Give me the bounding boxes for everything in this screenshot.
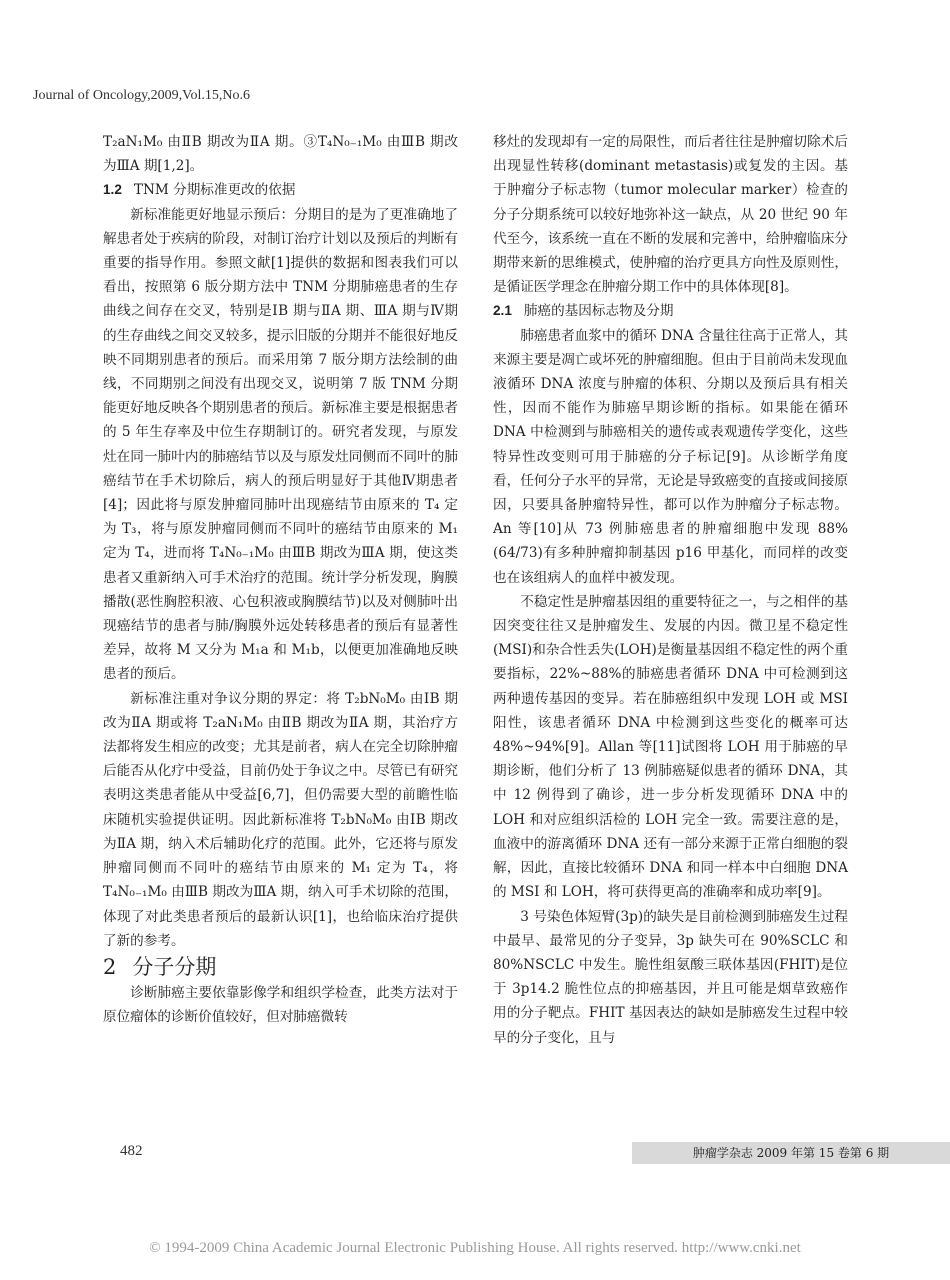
paragraph: 移灶的发现却有一定的局限性，而后者往往是肿瘤切除术后出现显性转移(dominant metastasis)或复发的主因。基于肿瘤分子标志物（tumor molecular marker）检查的分子分期系统可以较好地弥补这一缺点，从 20 世纪 90 年代至今，该系统一直在不断的发展和完善中，给肿瘤临床分期带来新的思维模式，使肿瘤的治疗更具方向性及原则性，是循证医学理念在肿瘤分期工作中的具体体现[8]。 [493,134,848,296]
section-number: 2 [103,954,117,979]
left-column [103,130,458,1029]
page-number: 482 [120,1143,143,1159]
paragraph: 诊断肺癌主要依靠影像学和组织学检查，此类方法对于原位瘤体的诊断价值较好，但对肺癌微转 [103,984,458,1026]
section-heading-1-2 [103,178,458,202]
section-heading-2-1 [493,299,848,323]
paragraph: T₂aN₁M₀ 由ⅡB 期改为ⅡA 期。③T₄N₀₋₁M₀ 由ⅢB 期改为ⅢA 期[1,2]。 [103,134,458,175]
section-title: TNM 分期标准更改的依据 [133,182,296,199]
copyright-notice: © 1994-2009 China Academic Journal Electronic Publishing House. All rights reserved. http://www.cnki.net [149,1240,801,1256]
paragraph: 新标准注重对争议分期的界定：将 T₂bN₀M₀ 由ⅠB 期改为ⅡA 期或将 T₂aN₁M₀ 由ⅡB 期改为ⅡA 期，其治疗方法都将发生相应的改变；尤其是前者，病人在完全切除肿瘤后能否从化疗中受益，目前仍处于争议之中。尽管已有研究表明这类患者能从中受益[6,7]，但仍需要大型的前瞻性临床随机实验提供证明。因此新标准将 T₂bN₀M₀ 由ⅠB 期改为ⅡA 期，纳入术后辅助化疗的范围。此外，它还将与原发肿瘤同侧而不同叶的癌结节由原来的 M₁ 定为 T₄，将 T₄N₀₋₁M₀ 由ⅢB 期改为ⅢA 期，纳入可手术切除的范围，体现了对此类患者预后的最新认识[1]，也给临床治疗提供了新的参考。 [103,690,458,949]
footer-journal-bar: 肿瘤学杂志 2009 年第 15 卷第 6 期 [632,1142,950,1164]
section-title: 肺癌的基因标志物及分期 [523,303,674,320]
paragraph: 不稳定性是肿瘤基因组的重要特征之一，与之相伴的基因突变往往又是肿瘤发生、发展的内因。微卫星不稳定性(MSI)和杂合性丢失(LOH)是衡量基因组不稳定性的两个重要指标，22%~88%的肺癌患者循环 DNA 中可检测到这两种遗传基因的变异。若在肺癌组织中发现 LOH 或 MSI 阳性，该患者循环 DNA 中检测到这些变化的概率可达 48%~94%[9]。Allan 等[11]试图将 LOH 用于肺癌的早期诊断，他们分析了 13 例肺癌疑似患者的循环 DNA，其中 12 例得到了确诊，进一步分析发现循环 DNA 中的 LOH 和对应组织活检的 LOH 完全一致。需要注意的是，血液中的游离循环 DNA 还有一部分来源于正常白细胞的裂解，因此，直接比较循环 DNA 和同一样本中白细胞 DNA 的 MSI 和 LOH，将可获得更高的准确率和成功率[9]。 [493,593,848,901]
section-title: 分子分期 [132,954,217,979]
right-column [493,130,848,1050]
paragraph: 新标准能更好地显示预后：分期目的是为了更准确地了解患者处于疾病的阶段，对制订治疗计划以及预后的判断有重要的指导作用。参照文献[1]提供的数据和图表我们可以看出，按照第 6 版分期方法中 TNM 分期肺癌患者的生存曲线之间存在交叉，特别是ⅠB 期与ⅡA 期、ⅢA 期与Ⅳ期的生存曲线之间交叉较多，提示旧版的分期并不能很好地反映不同期别患者的预后。而采用第 7 版分期方法绘制的曲线，不同期别之间没有出现交叉，说明第 7 版 TNM 分期能更好地反映各个期别患者的预后。新标准主要是根据患者的 5 年生存率及中位生存期制订的。研究者发现，与原发灶在同一肺叶内的肺癌结节以及与原发灶同侧而不同叶的肺癌结节在手术切除后，病人的预后明显好于其他Ⅳ期患者[4]；因此将与原发肿瘤同肺叶出现癌结节由原来的 T₄ 定为 T₃，将与原发肿瘤同侧而不同叶的癌结节由原来的 M₁ 定为 T₄，进而将 T₄N₀₋₁M₀ 由ⅢB 期改为ⅢA 期，使这类患者又重新纳入可手术治疗的范围。统计学分析发现，胸膜播散(恶性胸腔积液、心包积液或胸膜结节)以及对侧肺叶出现癌结节的患者与肺/胸膜外远处转移患者的预后有显著性差异，故将 M 又分为 M₁a 和 M₁b，以便更加准确地反映患者的预后。 [103,206,458,683]
section-number: 2.1 [493,303,512,319]
paragraph: 肺癌患者血浆中的循环 DNA 含量往往高于正常人，其来源主要是凋亡或坏死的肿瘤细胞。但由于目前尚未发现血液循环 DNA 浓度与肿瘤的体积、分期以及预后具有相关性，因而不能作为肺癌早期诊断的指标。如果能在循环 DNA 中检测到与肺癌相关的遗传或表观遗传学变化，这些特异性改变则可用于肺癌的分子标记[9]。从诊断学角度看，任何分子水平的异常，无论是导致癌变的直接或间接原因，只要具备肿瘤特异性，都可以作为肿瘤分子标志物。An 等[10]从 73 例肺癌患者的肿瘤细胞中发现 88%(64/73)有多种肿瘤抑制基因 p16 甲基化，而同样的改变也在该组病人的血样中被发现。 [493,327,848,586]
section-heading-2 [103,953,458,981]
paragraph: 3 号染色体短臂(3p)的缺失是目前检测到肺癌发生过程中最早、最常见的分子变异，3p 缺失可在 90%SCLC 和 80%NSCLC 中发生。脆性组氨酸三联体基因(FHIT)是位于 3p14.2 脆性位点的抑癌基因，并且可能是烟草致癌作用的分子靶点。FHIT 基因表达的缺如是肺癌发生过程中较早的分子变化，且与 [493,908,848,1046]
section-number: 1.2 [103,182,122,198]
journal-header: Journal of Oncology,2009,Vol.15,No.6 [33,88,250,103]
